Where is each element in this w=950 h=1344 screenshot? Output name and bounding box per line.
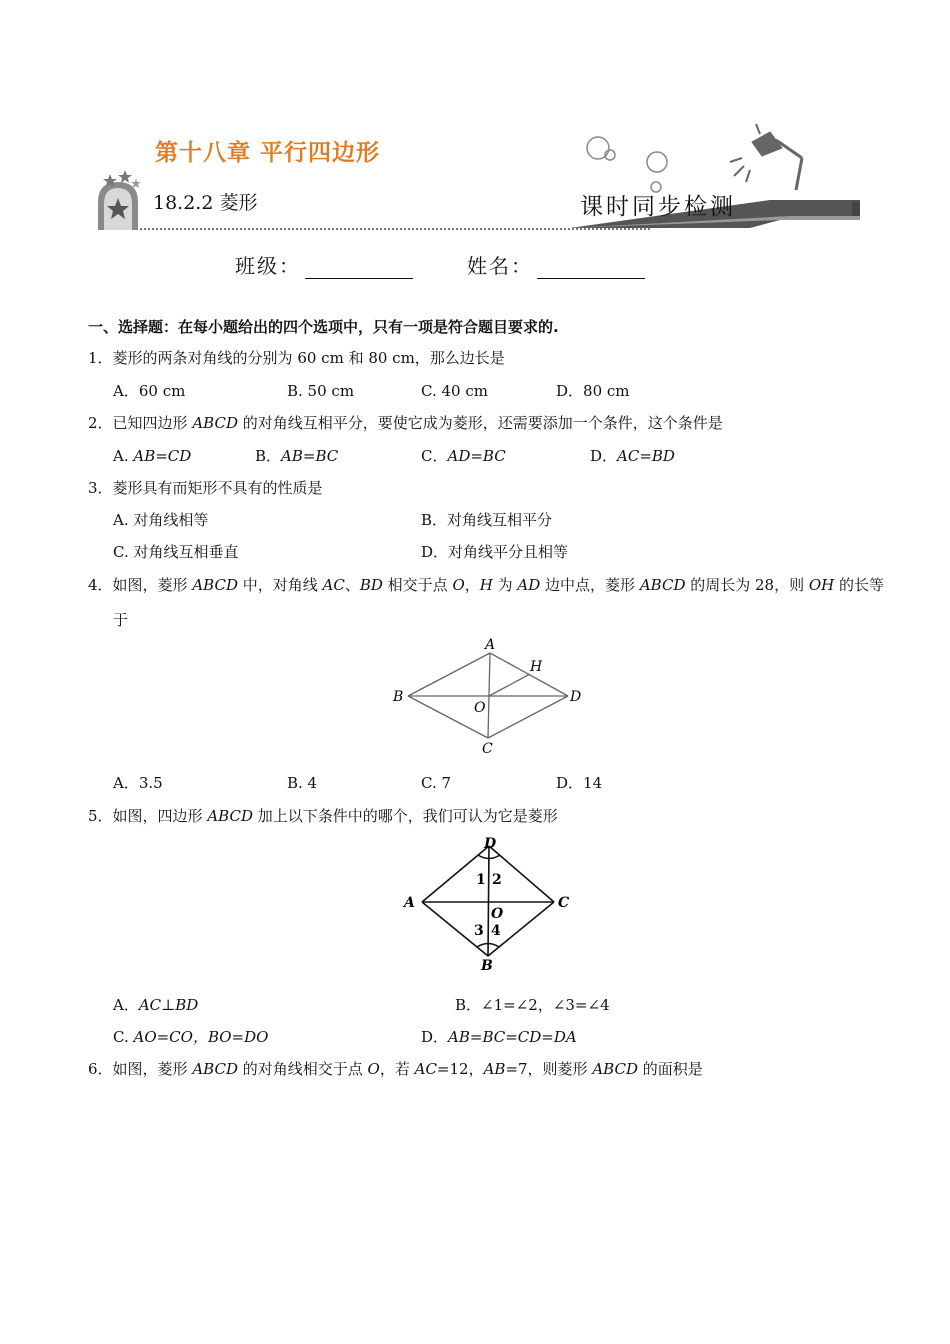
math-term: AC [414, 1060, 437, 1078]
question-text: 如图，菱形 [112, 1060, 193, 1078]
question-text: 菱形具有而矩形不具有的性质是 [112, 479, 323, 497]
class-field[interactable] [235, 250, 413, 279]
star-badge-icon [98, 170, 141, 230]
question-text: 如图，菱形 [112, 576, 193, 594]
question-text: ， [464, 576, 480, 594]
option-2b[interactable] [255, 446, 338, 466]
label-h: H [530, 659, 543, 675]
math-term: ABCD [207, 807, 253, 825]
question-text: 、 [344, 576, 360, 594]
math-term: O [367, 1060, 380, 1078]
option-letter: A. [113, 447, 134, 465]
option-letter: A． [113, 996, 139, 1014]
option-letter: D． [421, 1028, 449, 1046]
math-term: ABCD [192, 576, 238, 594]
question-text: 的长等 [834, 576, 885, 594]
option-3b[interactable]: B．对角线互相平分 [421, 511, 553, 529]
label-c: C [558, 895, 570, 911]
option-math: AO=CO，BO=DO [133, 1028, 269, 1046]
option-math: AB=BC=CD=DA [448, 1028, 577, 1046]
part1-title: 一、选择题：在每小题给出的四个选项中，只有一项是符合题目要求的. [88, 318, 559, 336]
option-math: AB=BC [281, 447, 339, 465]
option-math: AD=BC [447, 447, 506, 465]
math-term: BD [359, 576, 383, 594]
question-2 [88, 413, 723, 433]
option-math: AC=BD [617, 447, 675, 465]
question-text: =12， [436, 1060, 484, 1078]
label-d: D [484, 836, 497, 852]
option-letter: B． [255, 447, 282, 465]
math-term: ABCD [192, 414, 238, 432]
label-a: A [485, 637, 496, 653]
option-4d[interactable]: D．14 [556, 774, 603, 792]
question-text: 加上以下条件中的哪个，我们可认为它是菱形 [252, 807, 558, 825]
option-3a[interactable]: A. 对角线相等 [113, 511, 209, 529]
math-term: O [452, 576, 465, 594]
question-number: 4． [88, 576, 113, 594]
question-1 [88, 348, 505, 368]
option-4c[interactable]: C. 7 [421, 774, 452, 792]
math-term: AD [517, 576, 541, 594]
question-text: ，若 [379, 1060, 415, 1078]
math-term: H [479, 576, 493, 594]
option-1a[interactable]: A．60 cm [113, 382, 186, 400]
name-label: 姓名： [467, 254, 533, 278]
label-b: B [393, 689, 404, 705]
math-term: AB [483, 1060, 506, 1078]
class-blank[interactable] [305, 258, 413, 279]
option-1d[interactable]: D．80 cm [556, 382, 630, 400]
option-2d[interactable] [590, 446, 675, 466]
question-number: 1． [88, 349, 113, 367]
math-term: OH [808, 576, 835, 594]
angle-label-3: 3 [474, 923, 484, 939]
question-3 [88, 478, 323, 498]
question-text: 的周长为 28，则 [685, 576, 809, 594]
question-number: 3． [88, 479, 113, 497]
series-title: 课时同步检测 [580, 194, 736, 220]
class-label: 班级： [235, 254, 301, 278]
rhombus-figure-q5 [398, 834, 578, 974]
label-o: O [491, 906, 504, 922]
option-2a[interactable] [113, 446, 191, 466]
bubbles-decoration [587, 137, 667, 192]
option-letter: C． [421, 447, 448, 465]
diagonal-db [488, 846, 489, 956]
chapter-title: 第十八章 平行四边形 [155, 140, 381, 166]
option-5c[interactable] [113, 1027, 268, 1047]
question-text: 中，对角线 [237, 576, 323, 594]
label-c: C [482, 741, 493, 757]
section-title: 18.2.2 菱形 [153, 192, 258, 214]
segment-oh [489, 674, 530, 696]
math-term: ABCD [592, 1060, 638, 1078]
desk-lamp-icon [730, 124, 802, 190]
option-math: AB=CD [133, 447, 192, 465]
question-4 [88, 575, 884, 595]
math-term: AC [322, 576, 345, 594]
option-1b[interactable]: B. 50 cm [287, 382, 355, 400]
question-text: 为 [492, 576, 518, 594]
name-field[interactable] [467, 250, 645, 279]
angle-label-1: 1 [476, 872, 486, 888]
label-d: D [570, 689, 582, 705]
math-term: ABCD [192, 1060, 238, 1078]
option-1c[interactable]: C. 40 cm [421, 382, 488, 400]
name-blank[interactable] [537, 258, 645, 279]
option-5a[interactable] [113, 995, 198, 1015]
question-text: 菱形的两条对角线的分别为 60 cm 和 80 cm，那么边长是 [112, 349, 505, 367]
question-text: 已知四边形 [112, 414, 193, 432]
question-number: 2． [88, 414, 113, 432]
option-math: AC⊥BD [138, 996, 199, 1014]
question-4-line2: 于 [113, 611, 129, 629]
option-letter: D． [590, 447, 618, 465]
option-4b[interactable]: B. 4 [287, 774, 318, 792]
option-3d[interactable]: D．对角线平分且相等 [421, 543, 569, 561]
label-b: B [481, 958, 493, 974]
option-2c[interactable] [421, 446, 506, 466]
option-math: ∠1=∠2，∠3=∠4 [481, 996, 610, 1014]
question-text: 边中点，菱形 [540, 576, 640, 594]
angle-label-4: 4 [491, 923, 501, 939]
option-3c[interactable]: C. 对角线互相垂直 [113, 543, 239, 561]
option-letter: C. [113, 1028, 134, 1046]
question-text: =7，则菱形 [505, 1060, 593, 1078]
option-letter: B． [455, 996, 482, 1014]
rhombus-figure-q4 [390, 632, 590, 757]
label-o: O [474, 700, 486, 716]
question-text: 的对角线相交于点 [237, 1060, 368, 1078]
math-term: ABCD [639, 576, 686, 594]
question-6 [88, 1059, 703, 1079]
side-dc [488, 696, 568, 738]
question-text: 相交于点 [382, 576, 453, 594]
question-number: 5． [88, 807, 113, 825]
question-number: 6． [88, 1060, 113, 1078]
option-5b[interactable] [455, 995, 610, 1015]
option-5d[interactable] [421, 1027, 577, 1047]
side-ab [408, 653, 490, 696]
question-text: 如图，四边形 [112, 807, 208, 825]
question-text: 的面积是 [637, 1060, 703, 1078]
question-5 [88, 806, 558, 826]
label-a: A [404, 895, 415, 911]
angle-label-2: 2 [492, 872, 502, 888]
option-4a[interactable]: A．3.5 [113, 774, 163, 792]
question-text: 的对角线互相平分，要使它成为菱形，还需要添加一个条件，这个条件是 [237, 414, 723, 432]
